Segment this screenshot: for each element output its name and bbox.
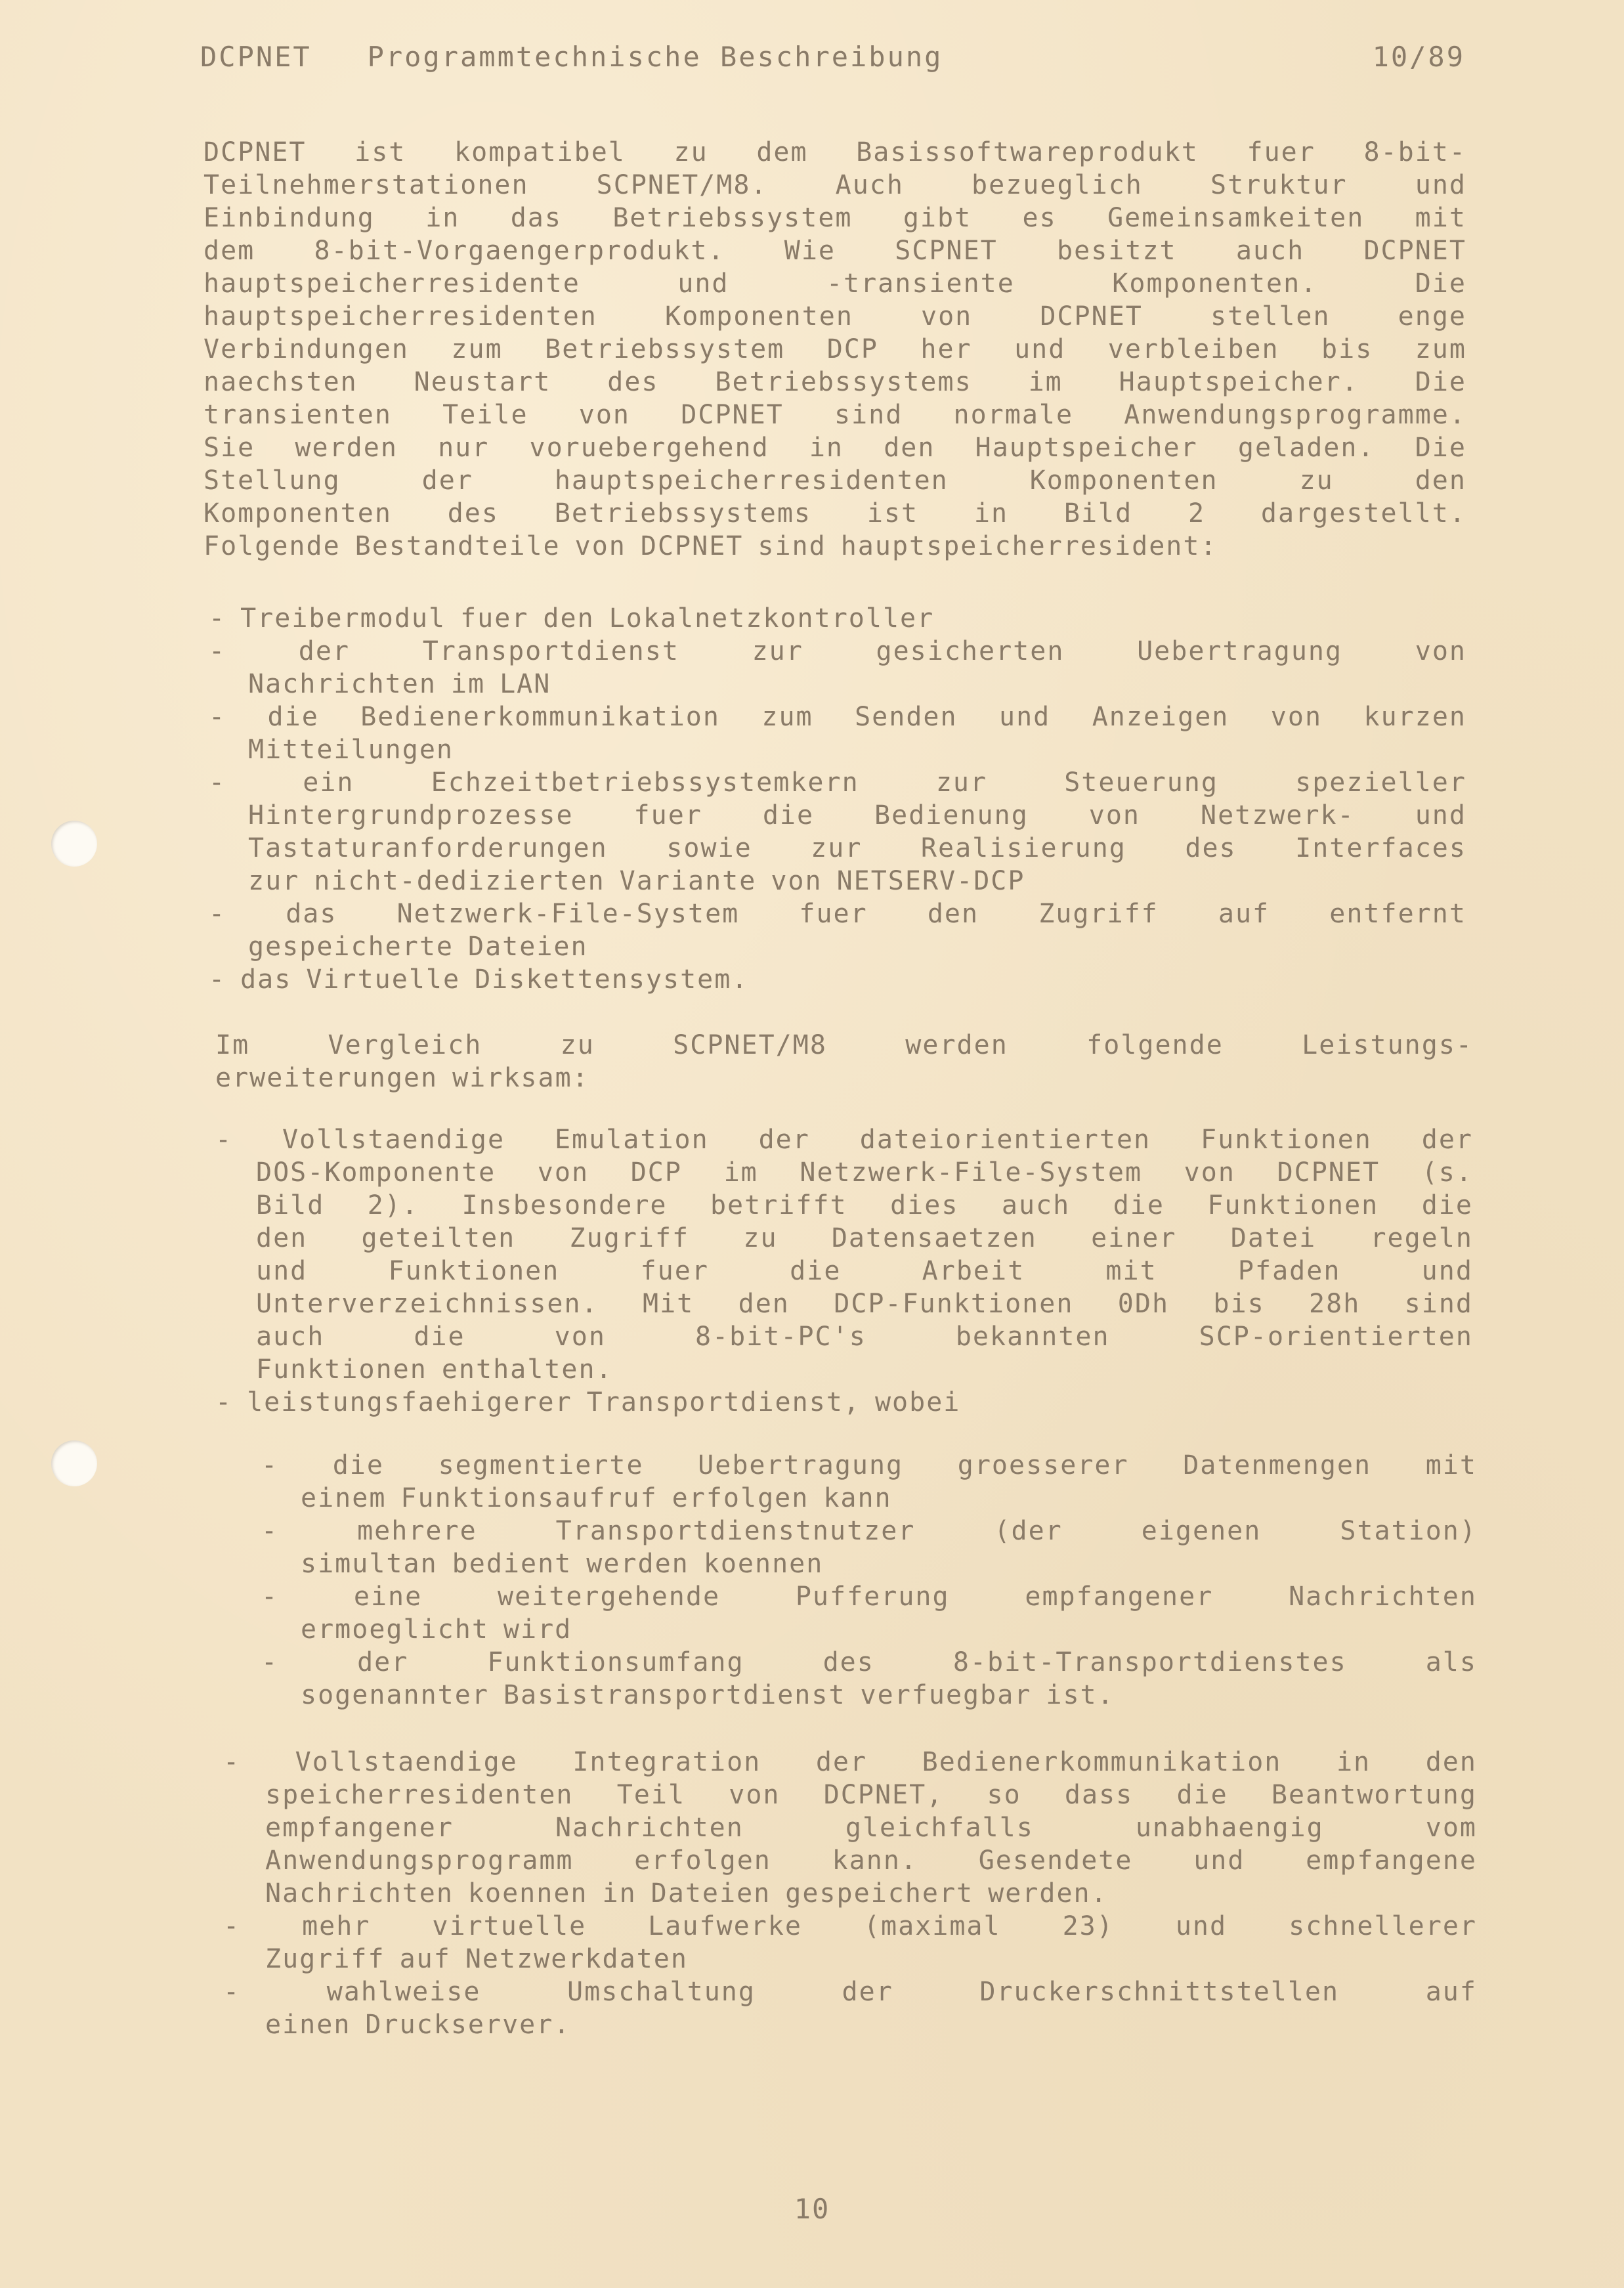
text-line: und Funktionen fuer die Arbeit mit Pfaden und [256, 1256, 1473, 1286]
page-header [200, 41, 1465, 80]
text-line: - mehrere Transportdienstnutzer (der eigenen Station) [261, 1516, 1477, 1546]
text-line: sogenannter Basistransportdienst verfuegbar ist. [301, 1680, 1115, 1710]
text-line: hauptspeicherresidenten Komponenten von DCPNET stellen enge [203, 301, 1466, 332]
text-line: Anwendungsprogramm erfolgen kann. Gesendete und empfangene [265, 1846, 1477, 1876]
text-line: hauptspeicherresidente und -transiente Komponenten. Die [203, 269, 1466, 299]
document-title: DCPNET Programmtechnische Beschreibung [200, 41, 943, 73]
text-line: Funktionen enthalten. [256, 1354, 613, 1385]
text-line: - die Bedienerkommunikation zum Senden und Anzeigen von kurzen [209, 702, 1466, 732]
text-line: einen Druckserver. [265, 2010, 571, 2040]
text-line: zur nicht-dedizierten Variante von NETSERV-DCP [248, 866, 1025, 896]
text-line: - ein Echzeitbetriebssystemkern zur Steuerung spezieller [209, 767, 1466, 798]
page-number: 10 [794, 2193, 830, 2225]
text-line: DOS-Komponente von DCP im Netzwerk-File-System von DCPNET (s. [256, 1157, 1473, 1188]
page-reference: 10/89 [1372, 41, 1465, 73]
text-line: - eine weitergehende Pufferung empfangener Nachrichten [261, 1582, 1477, 1612]
text-line: Tastaturanforderungen sowie zur Realisierung des Interfaces [248, 833, 1466, 863]
text-line: Nachrichten koennen in Dateien gespeichert werden. [265, 1878, 1108, 1909]
punch-hole-upper [51, 821, 97, 867]
text-line: Stellung der hauptspeicherresidenten Komponenten zu den [203, 465, 1466, 496]
text-line: - der Funktionsumfang des 8-bit-Transportdienstes als [261, 1647, 1477, 1677]
text-line: - mehr virtuelle Laufwerke (maximal 23) und schnellerer [223, 1911, 1477, 1941]
text-line: einem Funktionsaufruf erfolgen kann [301, 1483, 892, 1513]
text-line: - das Virtuelle Diskettensystem. [209, 964, 749, 995]
punch-hole-lower [51, 1440, 97, 1486]
text-line: gespeicherte Dateien [248, 932, 588, 962]
text-line: empfangener Nachrichten gleichfalls unabhaengig vom [265, 1813, 1477, 1843]
text-line: Bild 2). Insbesondere betrifft dies auch die Funktionen die [256, 1190, 1473, 1220]
text-line: dem 8-bit-Vorgaengerprodukt. Wie SCPNET besitzt auch DCPNET [203, 236, 1466, 266]
text-line: - der Transportdienst zur gesicherten Uebertragung von [209, 636, 1466, 666]
text-line: Nachrichten im LAN [248, 669, 551, 699]
text-line: Zugriff auf Netzwerkdaten [265, 1944, 688, 1974]
text-line: simultan bedient werden koennen [301, 1549, 824, 1579]
text-line: Sie werden nur voruebergehend in den Hauptspeicher geladen. Die [203, 433, 1466, 463]
text-line: auch die von 8-bit-PC's bekannten SCP-orientierten [256, 1322, 1473, 1352]
text-line: Einbindung in das Betriebssystem gibt es Gemeinsamkeiten mit [203, 203, 1466, 233]
text-line: transienten Teile von DCPNET sind normale Anwendungsprogramme. [203, 400, 1466, 430]
text-line: - das Netzwerk-File-System fuer den Zugriff auf entfernt [209, 899, 1466, 929]
text-line: - leistungsfaehigerer Transportdienst, wobei [215, 1387, 961, 1417]
text-line: DCPNET ist kompatibel zu dem Basissoftwareprodukt fuer 8-bit- [203, 137, 1466, 167]
text-line: - Vollstaendige Emulation der dateiorientierten Funktionen der [215, 1125, 1473, 1155]
text-line: Im Vergleich zu SCPNET/M8 werden folgende Leistungs- [215, 1030, 1473, 1060]
text-line: erweiterungen wirksam: [215, 1063, 589, 1093]
text-line: Teilnehmerstationen SCPNET/M8. Auch bezueglich Struktur und [203, 170, 1466, 200]
text-line: - die segmentierte Uebertragung groesserer Datenmengen mit [261, 1450, 1477, 1480]
text-line: speicherresidenten Teil von DCPNET, so dass die Beantwortung [265, 1780, 1477, 1810]
text-line: naechsten Neustart des Betriebssystems im Hauptspeicher. Die [203, 367, 1466, 397]
text-line: Folgende Bestandteile von DCPNET sind hauptspeicherresident: [203, 531, 1218, 561]
text-line: Hintergrundprozesse fuer die Bedienung von Netzwerk- und [248, 800, 1466, 831]
text-line: Mitteilungen [248, 735, 454, 765]
text-line: - Vollstaendige Integration der Bedienerkommunikation in den [223, 1747, 1477, 1777]
text-line: ermoeglicht wird [301, 1614, 572, 1645]
text-line: Komponenten des Betriebssystems ist in Bild 2 dargestellt. [203, 498, 1466, 529]
text-line: - wahlweise Umschaltung der Druckerschnittstellen auf [223, 1977, 1477, 2007]
text-line: Verbindungen zum Betriebssystem DCP her und verbleiben bis zum [203, 334, 1466, 364]
text-line: Unterverzeichnissen. Mit den DCP-Funktionen 0Dh bis 28h sind [256, 1289, 1473, 1319]
text-line: den geteilten Zugriff zu Datensaetzen einer Datei regeln [256, 1223, 1473, 1253]
text-line: - Treibermodul fuer den Lokalnetzkontroller [209, 603, 935, 634]
